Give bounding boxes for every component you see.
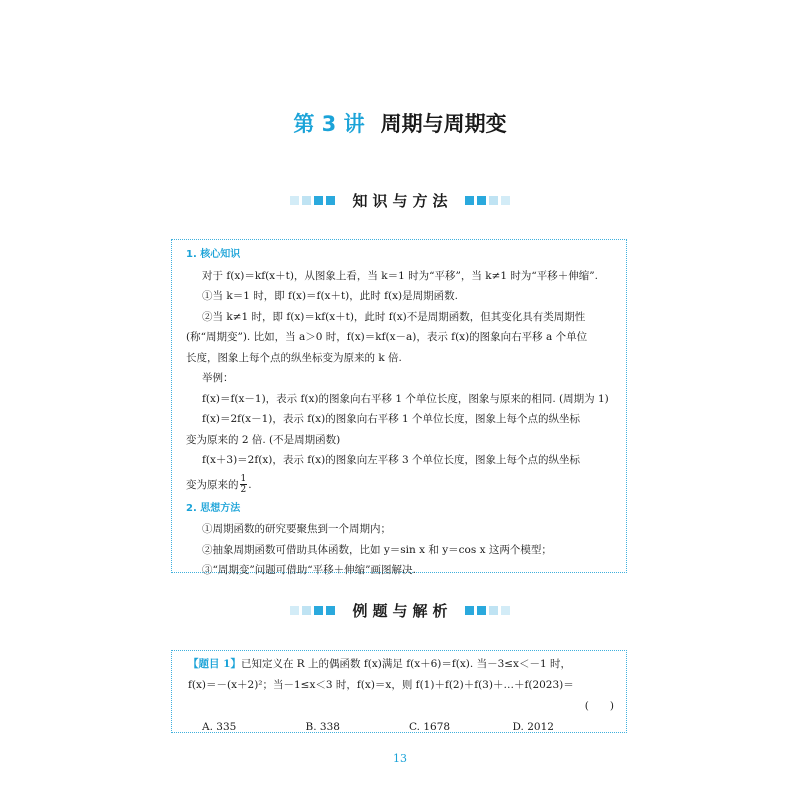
problem-line: f(x)＝－(x＋2)²；当－1≤x＜3 时，f(x)＝x，则 f(1)＋f(2)＋f(3)＋…＋f(2023)＝	[188, 679, 574, 691]
choice-d: D. 2012	[512, 721, 554, 733]
problem-label: 【题目 1】	[188, 658, 241, 670]
text-line: f(x)＝f(x－1)，表示 f(x)的图象向右平移 1 个单位长度，图象与原来的相同. (周期为 1)	[202, 392, 609, 405]
text-line: 对于 f(x)＝kf(x＋t)，从图象上看，当 k＝1 时为“平移”，当 k≠1 时为“平移＋伸缩”.	[202, 269, 598, 282]
right-squares	[465, 606, 510, 615]
text-line: 长度，图象上每个点的纵坐标变为原来的 k 倍.	[186, 351, 402, 364]
example-box	[171, 650, 627, 733]
text-line: (称“周期变”). 比如，当 a＞0 时，f(x)＝kf(x－a)，表示 f(x)的图象向右平移 a 个单位	[186, 331, 588, 343]
page-number: 13	[393, 752, 407, 765]
heading-core-knowledge: 1. 核心知识	[186, 249, 241, 260]
section-header-knowledge	[0, 188, 800, 212]
text-line-fraction: 变为原来的 $\frac{1}{2}$ .	[186, 474, 252, 495]
answer-bracket: ( )	[584, 700, 614, 712]
choice-a: A. 335	[202, 721, 237, 733]
section-header-examples	[0, 598, 800, 622]
knowledge-box	[171, 239, 627, 576]
fraction: $\frac{1}{2}$	[240, 474, 247, 495]
text-line: f(x)＝2f(x－1)，表示 f(x)的图象向右平移 1 个单位长度，图象上每个点的纵坐标	[202, 413, 581, 425]
text-line: ③“周期变”问题可借助“平移＋伸缩”画图解决.	[202, 564, 416, 576]
section-title: 知识与方法	[352, 191, 453, 210]
left-squares	[290, 606, 335, 615]
section-title: 例题与解析	[352, 601, 453, 620]
left-squares	[290, 196, 335, 205]
text-line: f(x＋3)＝2f(x)，表示 f(x)的图象向左平移 3 个单位长度，图象上每个点的纵坐标	[202, 454, 581, 466]
choice-c: C. 1678	[409, 721, 451, 733]
choices	[188, 717, 616, 738]
heading-thinking-method: 2. 思想方法	[186, 502, 241, 514]
chapter-name: 周期与周期变	[380, 112, 507, 136]
text-line: 举例：	[202, 372, 234, 384]
text-line: ②当 k≠1 时，即 f(x)＝kf(x＋t)，此时 f(x)不是周期函数，但其变化具有类周期性	[202, 310, 586, 323]
text-line: ②抽象周期函数可借助具体函数，比如 y＝sin x 和 y＝cos x 这两个模型；	[202, 543, 552, 556]
text-line: ①当 k＝1 时，即 f(x)＝f(x＋t)，此时 f(x)是周期函数.	[202, 290, 458, 302]
chapter-title	[0, 108, 800, 138]
text-line: ①周期函数的研究要聚焦到一个周期内；	[202, 523, 391, 535]
chapter-number: 第 3 讲	[293, 112, 365, 136]
choice-b: B. 338	[305, 721, 340, 733]
right-squares	[465, 196, 510, 205]
text-line: 变为原来的 2 倍. (不是周期函数)	[186, 433, 341, 446]
problem-line: 【题目 1】已知定义在 R 上的偶函数 f(x)满足 f(x＋6)＝f(x). 当－3≤x＜－1 时，	[188, 658, 572, 670]
